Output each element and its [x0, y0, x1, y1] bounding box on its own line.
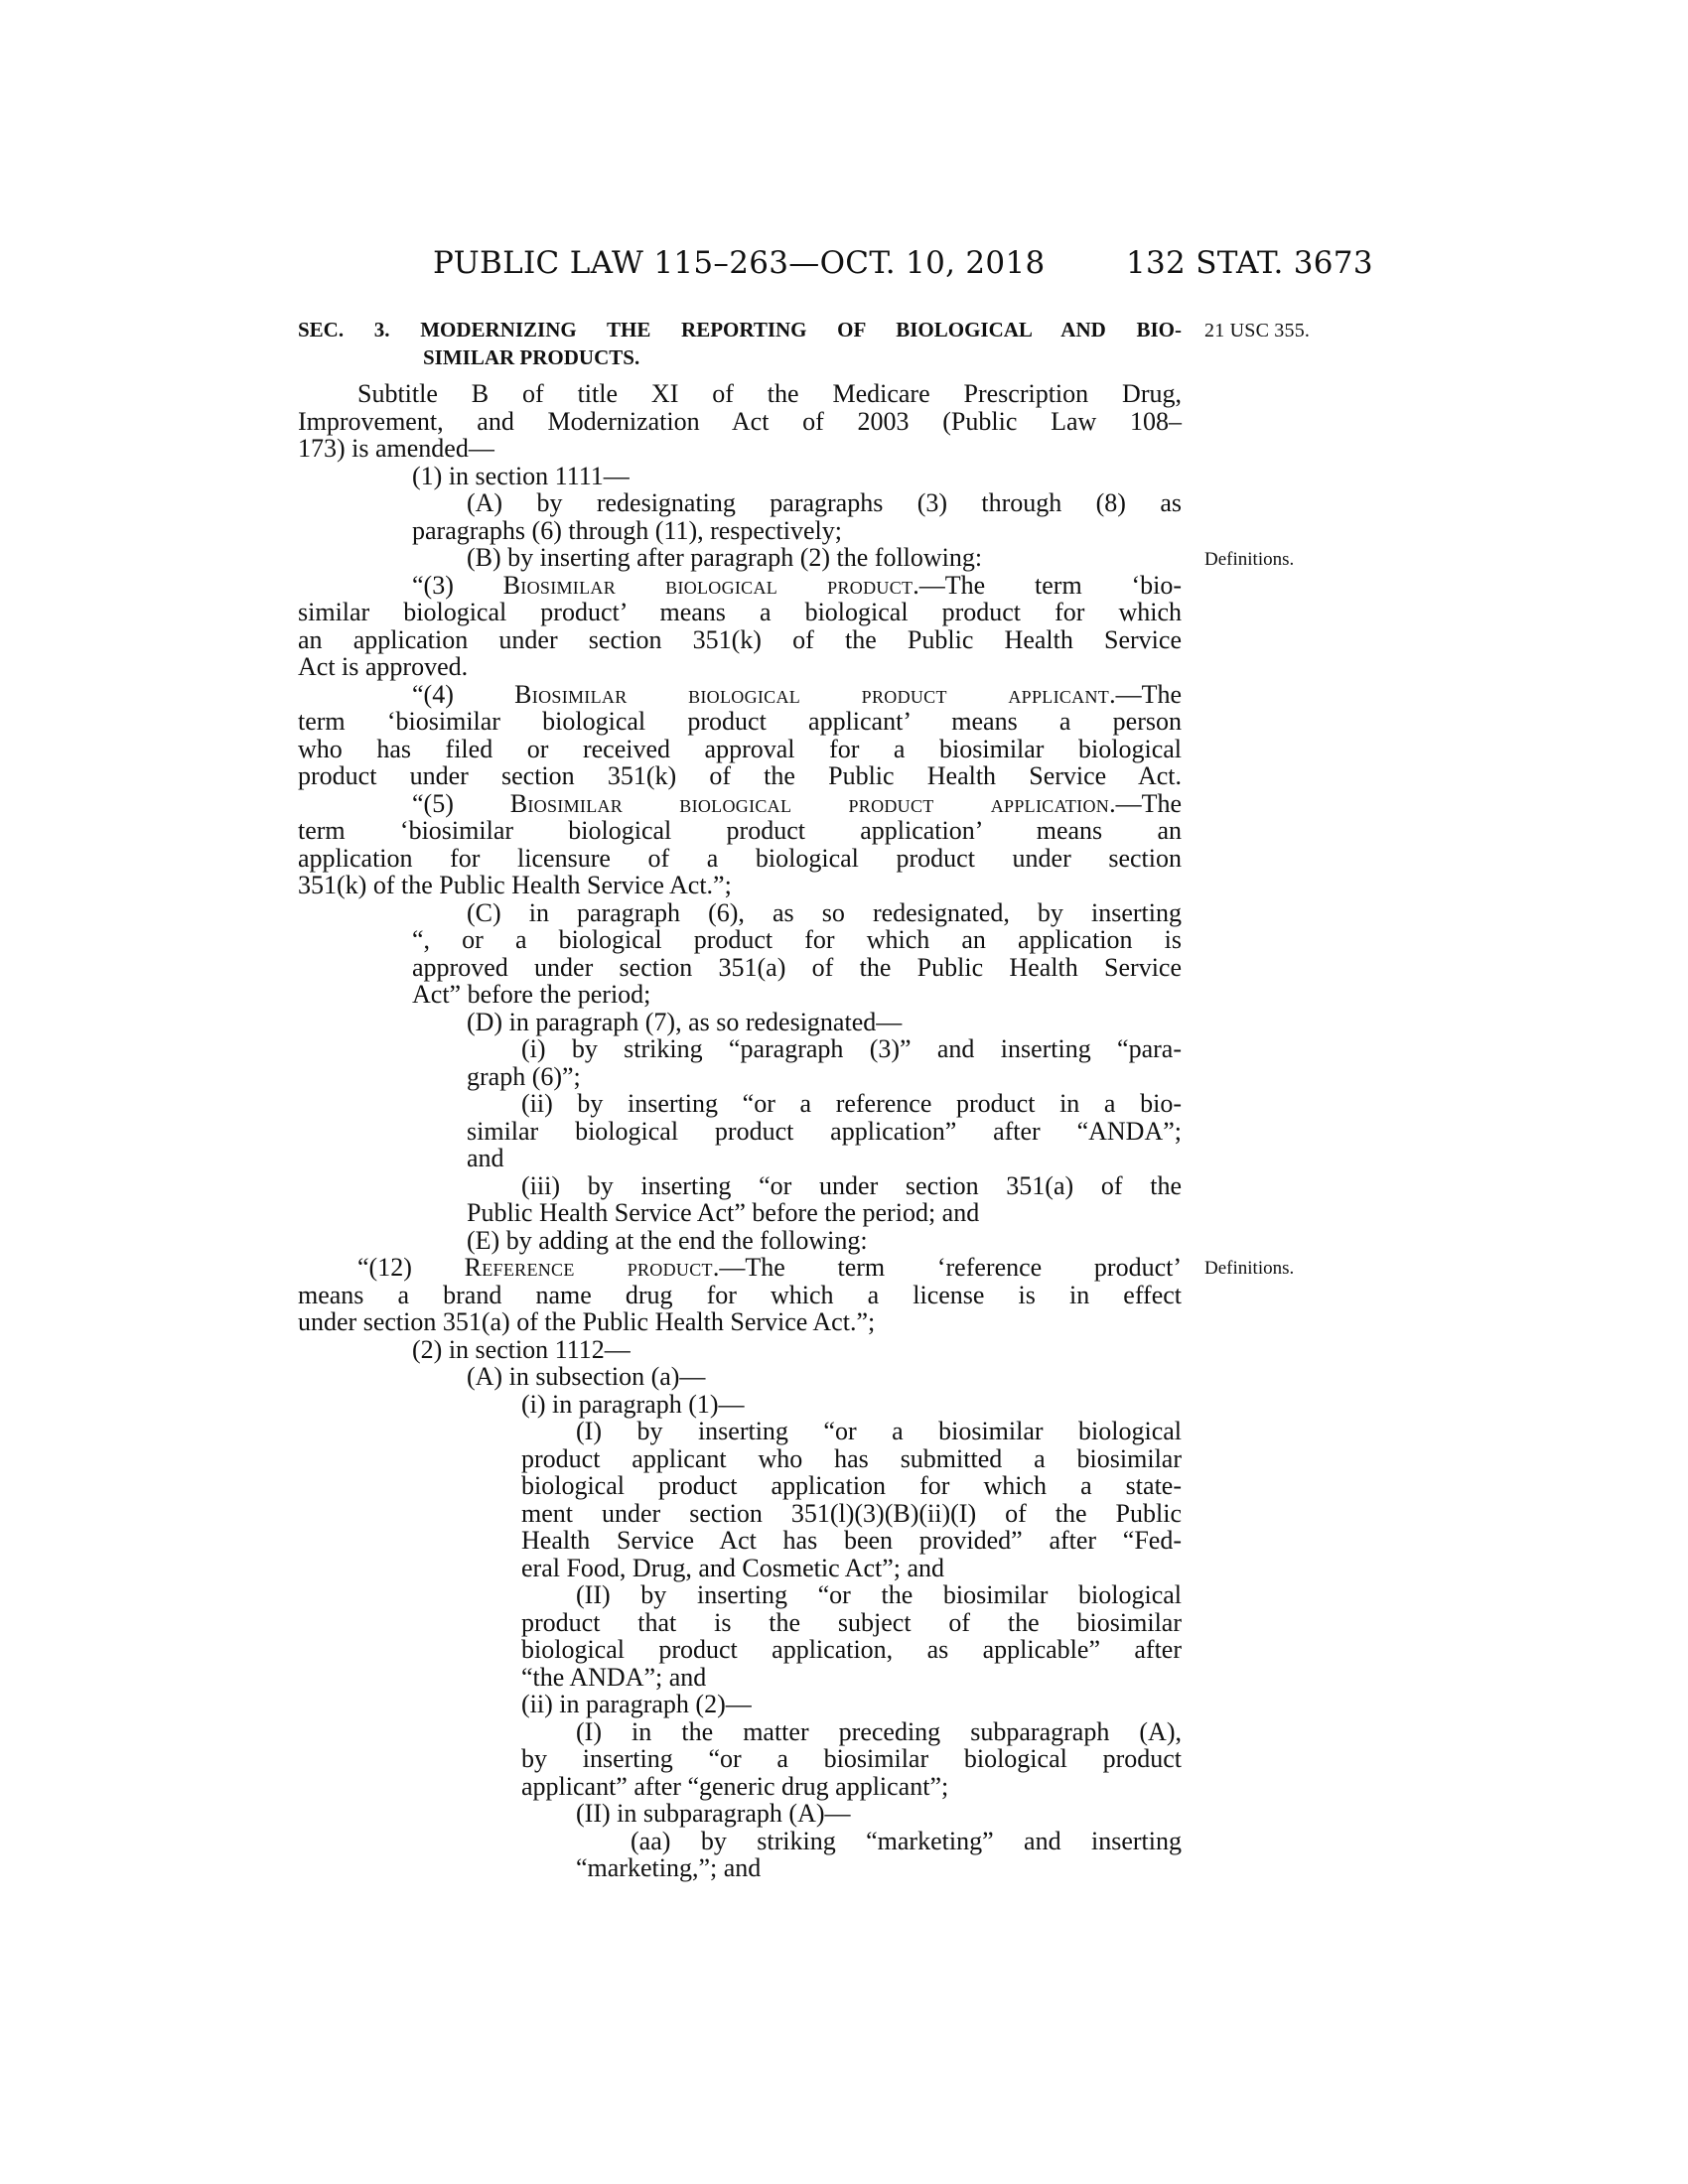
text-line: paragraphs (6) through (11), respectively;	[412, 515, 842, 545]
text-line: application for licensure of a biological product under section	[298, 843, 1182, 873]
text-line: 173) is amended—	[298, 434, 494, 463]
public-law-title: PUBLIC LAW 115–263—OCT. 10, 2018	[433, 245, 1046, 281]
text-line: (II) by inserting “or the biosimilar biological	[576, 1580, 1182, 1609]
section-heading-line: SIMILAR PRODUCTS.	[423, 345, 640, 369]
text-line: product under section 351(k) of the Public Health Service Act.	[298, 761, 1182, 790]
text-line: Improvement, and Modernization Act of 2003 (Public Law 108–	[298, 406, 1182, 436]
text-line: 351(k) of the Public Health Service Act.”;	[298, 871, 732, 899]
defined-term: Reference product	[464, 1253, 713, 1282]
text-line: similar biological product application” after “ANDA”;	[467, 1116, 1182, 1146]
statute-page-number: 132 STAT. 3673	[1126, 245, 1373, 281]
statute-body	[298, 380, 1182, 1882]
section-heading	[298, 316, 1182, 371]
text-line: (I) by inserting “or a biosimilar biological	[576, 1417, 1182, 1445]
text-line: (aa) by striking “marketing” and inserting	[631, 1826, 1182, 1855]
definition-line	[298, 681, 1182, 709]
text-line: (1) in section 1111—	[412, 461, 630, 490]
text-line: (I) in the matter preceding subparagraph (A),	[576, 1716, 1182, 1746]
text-line: product applicant who has submitted a biosimilar	[521, 1443, 1182, 1473]
paragraph-number: “(3)	[412, 570, 454, 600]
text-line: an application under section 351(k) of the Public Health Service	[298, 624, 1182, 654]
text-line: ment under section 351(l)(3)(B)(ii)(I) of the Public	[521, 1498, 1182, 1528]
definition-line	[298, 572, 1182, 600]
text-line: (i) in paragraph (1)—	[521, 1389, 745, 1419]
text-line: (D) in paragraph (7), as so redesignated—	[467, 1007, 903, 1036]
text-line: (iii) by inserting “or under section 351(a) of the	[521, 1170, 1182, 1200]
text-line: term ‘biosimilar biological product application’ means an	[298, 816, 1182, 845]
text-line: “the ANDA”; and	[521, 1662, 707, 1692]
text-line: means a brand name drug for which a license is in effect	[298, 1280, 1182, 1309]
margin-note-definitions: Definitions.	[1204, 1258, 1295, 1279]
paragraph-number: “(4)	[412, 679, 454, 709]
paragraph-number: “(12)	[357, 1253, 412, 1282]
text-fragment: .—The term ‘bio-	[913, 570, 1182, 600]
text-line: approved under section 351(a) of the Public Health Service	[412, 952, 1182, 982]
definition-line	[298, 1254, 1182, 1282]
text-line: who has filed or received approval for a biosimilar biological	[298, 734, 1182, 763]
defined-term: Biosimilar biological product application	[509, 788, 1110, 818]
margin-note-usc: 21 USC 355.	[1204, 320, 1311, 341]
section-heading-line: SEC. 3. MODERNIZING THE REPORTING OF BIOLOGICAL AND BIO-	[298, 318, 1182, 341]
text-fragment: .—The	[1109, 679, 1182, 709]
text-line: by inserting “or a biosimilar biological product	[521, 1744, 1182, 1773]
text-fragment: .—The	[1109, 788, 1182, 818]
text-line: (C) in paragraph (6), as so redesignated, by inserting	[467, 897, 1182, 927]
text-fragment: .—The term ‘reference product’	[712, 1253, 1183, 1282]
text-line: term ‘biosimilar biological product applicant’ means a person	[298, 707, 1182, 736]
text-line: product that is the subject of the biosimilar	[521, 1607, 1182, 1637]
text-line: (A) by redesignating paragraphs (3) through (8) as	[467, 488, 1182, 517]
text-line: Health Service Act has been provided” after “Fed-	[521, 1526, 1182, 1555]
margin-note-definitions: Definitions.	[1204, 549, 1295, 570]
text-line: Act is approved.	[298, 652, 469, 681]
text-line: (i) by striking “paragraph (3)” and inserting “para-	[521, 1034, 1182, 1063]
text-line: (E) by adding at the end the following:	[467, 1225, 868, 1255]
text-line: biological product application, as applicable” after	[521, 1635, 1182, 1664]
text-line: under section 351(a) of the Public Health Service Act.”;	[298, 1307, 876, 1336]
text-line: biological product application for which a state-	[521, 1471, 1182, 1500]
text-line: similar biological product’ means a biological product for which	[298, 598, 1182, 626]
page-header	[0, 245, 1688, 285]
text-line: (A) in subsection (a)—	[467, 1362, 706, 1391]
defined-term: Biosimilar biological product	[502, 570, 914, 600]
text-line: eral Food, Drug, and Cosmetic Act”; and	[521, 1553, 945, 1582]
text-line: (2) in section 1112—	[412, 1334, 631, 1364]
text-line: “, or a biological product for which an application is	[412, 925, 1182, 954]
text-line: (B) by inserting after paragraph (2) the following:	[467, 543, 983, 572]
text-line: (ii) by inserting “or a reference product in a bio-	[521, 1089, 1182, 1118]
text-line: applicant” after “generic drug applicant”;	[521, 1771, 949, 1801]
definition-line	[298, 790, 1182, 818]
defined-term: Biosimilar biological product applicant	[514, 679, 1110, 709]
paragraph-number: “(5)	[412, 788, 454, 818]
text-line: Act” before the period;	[412, 980, 651, 1009]
text-line: “marketing,”; and	[576, 1853, 762, 1882]
text-line: (II) in subparagraph (A)—	[576, 1799, 851, 1828]
text-line: and	[467, 1144, 504, 1172]
text-line: (ii) in paragraph (2)—	[521, 1690, 752, 1718]
text-line: graph (6)”;	[467, 1061, 581, 1091]
text-line: Public Health Service Act” before the period; and	[467, 1198, 980, 1227]
text-line: Subtitle B of title XI of the Medicare Prescription Drug,	[357, 379, 1182, 408]
